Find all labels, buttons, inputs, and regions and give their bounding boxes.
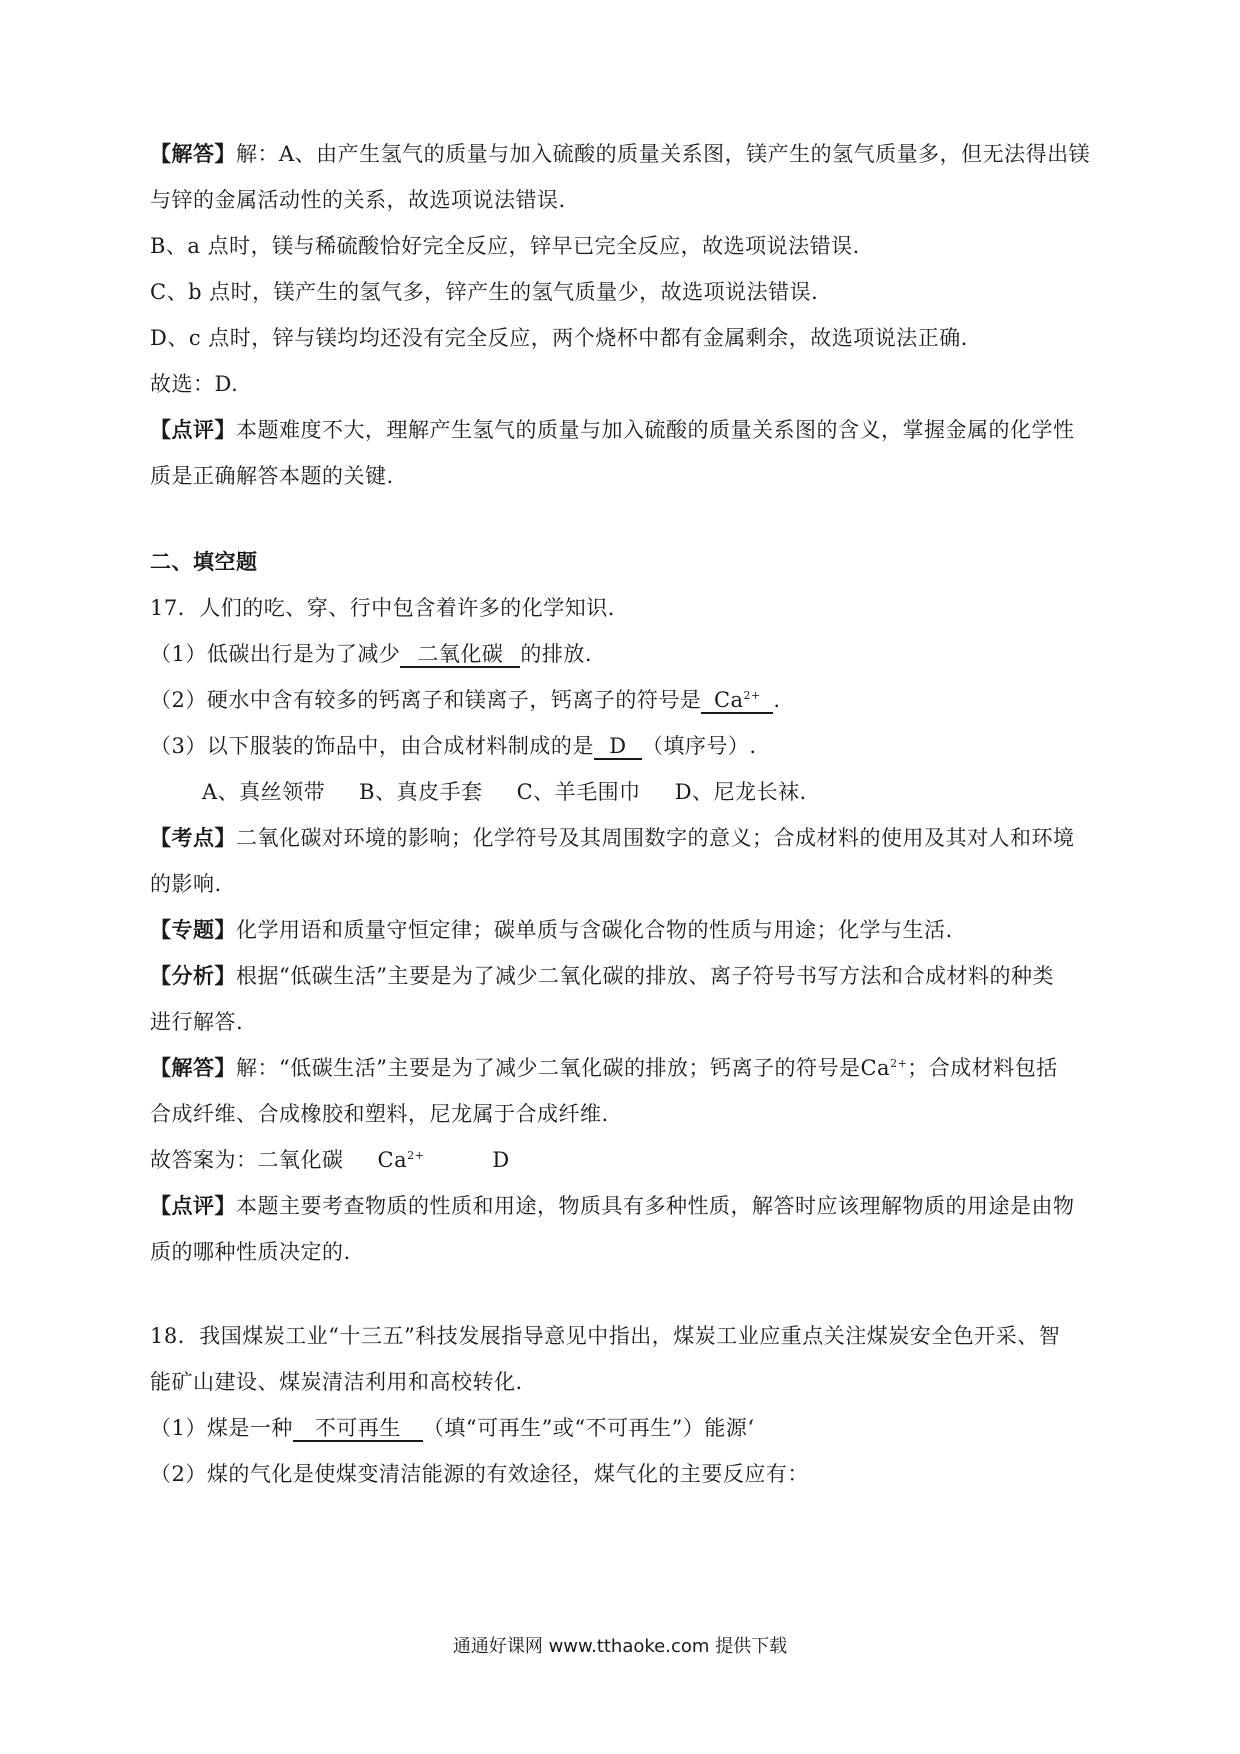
question-17-part-2: （2）硬水中含有较多的钙离子和镁离子，钙离子的符号是 $Ca^{2+}$ . <box>150 688 781 712</box>
answer-16-option-b: B、a 点时，镁与稀硫酸恰好完全反应，锌早已完全反应，故选项说法错误. <box>150 234 860 258</box>
question-18-part-1: （1）煤是一种 不可再生 （填“可再生”或“不可再生”）能源‘ <box>150 1416 755 1440</box>
answer-blank: 不可再生 <box>293 1416 423 1442</box>
answer-blank: 二氧化碳 <box>400 642 520 668</box>
kaodian-tag: 【考点】 <box>150 825 236 850</box>
question-17-stem: 17．人们的吃、穿、行中包含着许多的化学知识. <box>150 596 615 620</box>
answer-16-choice: 故选：D. <box>150 372 239 396</box>
jieda-17-line-2: 合成纤维、合成橡胶和塑料，尼龙属于合成纤维. <box>150 1102 609 1126</box>
footer-watermark: 通通好课网 www.tthaoke.com 提供下载 <box>452 1636 788 1657</box>
question-17-options <box>202 778 1152 806</box>
zhuanti-tag: 【专题】 <box>150 917 236 942</box>
jieda-tag: 【解答】 <box>150 1055 236 1080</box>
answer-16-option-d: D、c 点时，锌与镁均均还没有完全反应，两个烧杯中都有金属剩余，故选项说法正确. <box>150 326 968 350</box>
answer-16-line-1: 【解答】解：A、由产生氢气的质量与加入硫酸的质量关系图，镁产生的氢气质量多，但无法得出镁 <box>150 141 1091 166</box>
question-17-part-3: （3）以下服装的饰品中，由合成材料制成的是 D （填序号）. <box>150 734 757 758</box>
answer-blank: $Ca^{2+}$ <box>701 688 773 714</box>
fenxi-line-2: 进行解答. <box>150 1010 244 1034</box>
zhuanti-line: 【专题】化学用语和质量守恒定律；碳单质与含碳化合物的性质与用途；化学与生活. <box>150 917 953 942</box>
answer-tag: 【解答】 <box>150 141 236 166</box>
question-18-part-2: （2）煤的气化是使煤变清洁能源的有效途径，煤气化的主要反应有： <box>150 1462 809 1486</box>
fenxi-line-1: 【分析】根据“低碳生活”主要是为了减少二氧化碳的排放、离子符号书写方法和合成材料的种类 <box>150 963 1054 988</box>
jieda-17-line-1: 【解答】解：“低碳生活”主要是为了减少二氧化碳的排放；钙离子的符号是$Ca^{2+}$；合成材料包括 <box>150 1055 1058 1080</box>
review-tag: 【点评】 <box>150 1193 236 1218</box>
answer-16-option-c: C、b 点时，镁产生的氢气多，锌产生的氢气质量少，故选项说法错误. <box>150 280 819 304</box>
option-b: B、真皮手套 <box>359 780 483 804</box>
review-17-line-1: 【点评】本题主要考查物质的性质和用途，物质具有多种性质，解答时应该理解物质的用途是由物 <box>150 1193 1075 1218</box>
review-16-line-2: 质是正确解答本题的关键. <box>150 464 394 488</box>
question-17-part-1: （1）低碳出行是为了减少 二氧化碳 的排放. <box>150 642 593 666</box>
option-d: D、尼龙长袜. <box>674 780 807 804</box>
review-tag: 【点评】 <box>150 417 236 442</box>
answer-blank: D <box>594 734 642 760</box>
final-answer-17: 故答案为：二氧化碳 $Ca^{2+}$ D <box>150 1148 510 1172</box>
review-17-line-2: 质的哪种性质决定的. <box>150 1240 351 1264</box>
kaodian-line-1: 【考点】二氧化碳对环境的影响；化学符号及其周围数字的意义；合成材料的使用及其对人和环境 <box>150 825 1075 850</box>
option-a: A、真丝领带 <box>202 780 326 804</box>
question-18-stem-line-2: 能矿山建设、煤炭清洁利用和高校转化. <box>150 1370 523 1394</box>
answer-16-line-2: 与锌的金属活动性的关系，故选项说法错误. <box>150 188 566 212</box>
fenxi-tag: 【分析】 <box>150 963 236 988</box>
option-c: C、羊毛围巾 <box>516 780 641 804</box>
question-18-stem-line-1: 18．我国煤炭工业“十三五”科技发展指导意见中指出，煤炭工业应重点关注煤炭安全色开采、智 <box>150 1324 1061 1348</box>
review-16-line-1: 【点评】本题难度不大，理解产生氢气的质量与加入硫酸的质量关系图的含义，掌握金属的化学性 <box>150 417 1075 442</box>
section-title: 二、填空题 <box>150 549 258 574</box>
kaodian-line-2: 的影响. <box>150 872 222 896</box>
